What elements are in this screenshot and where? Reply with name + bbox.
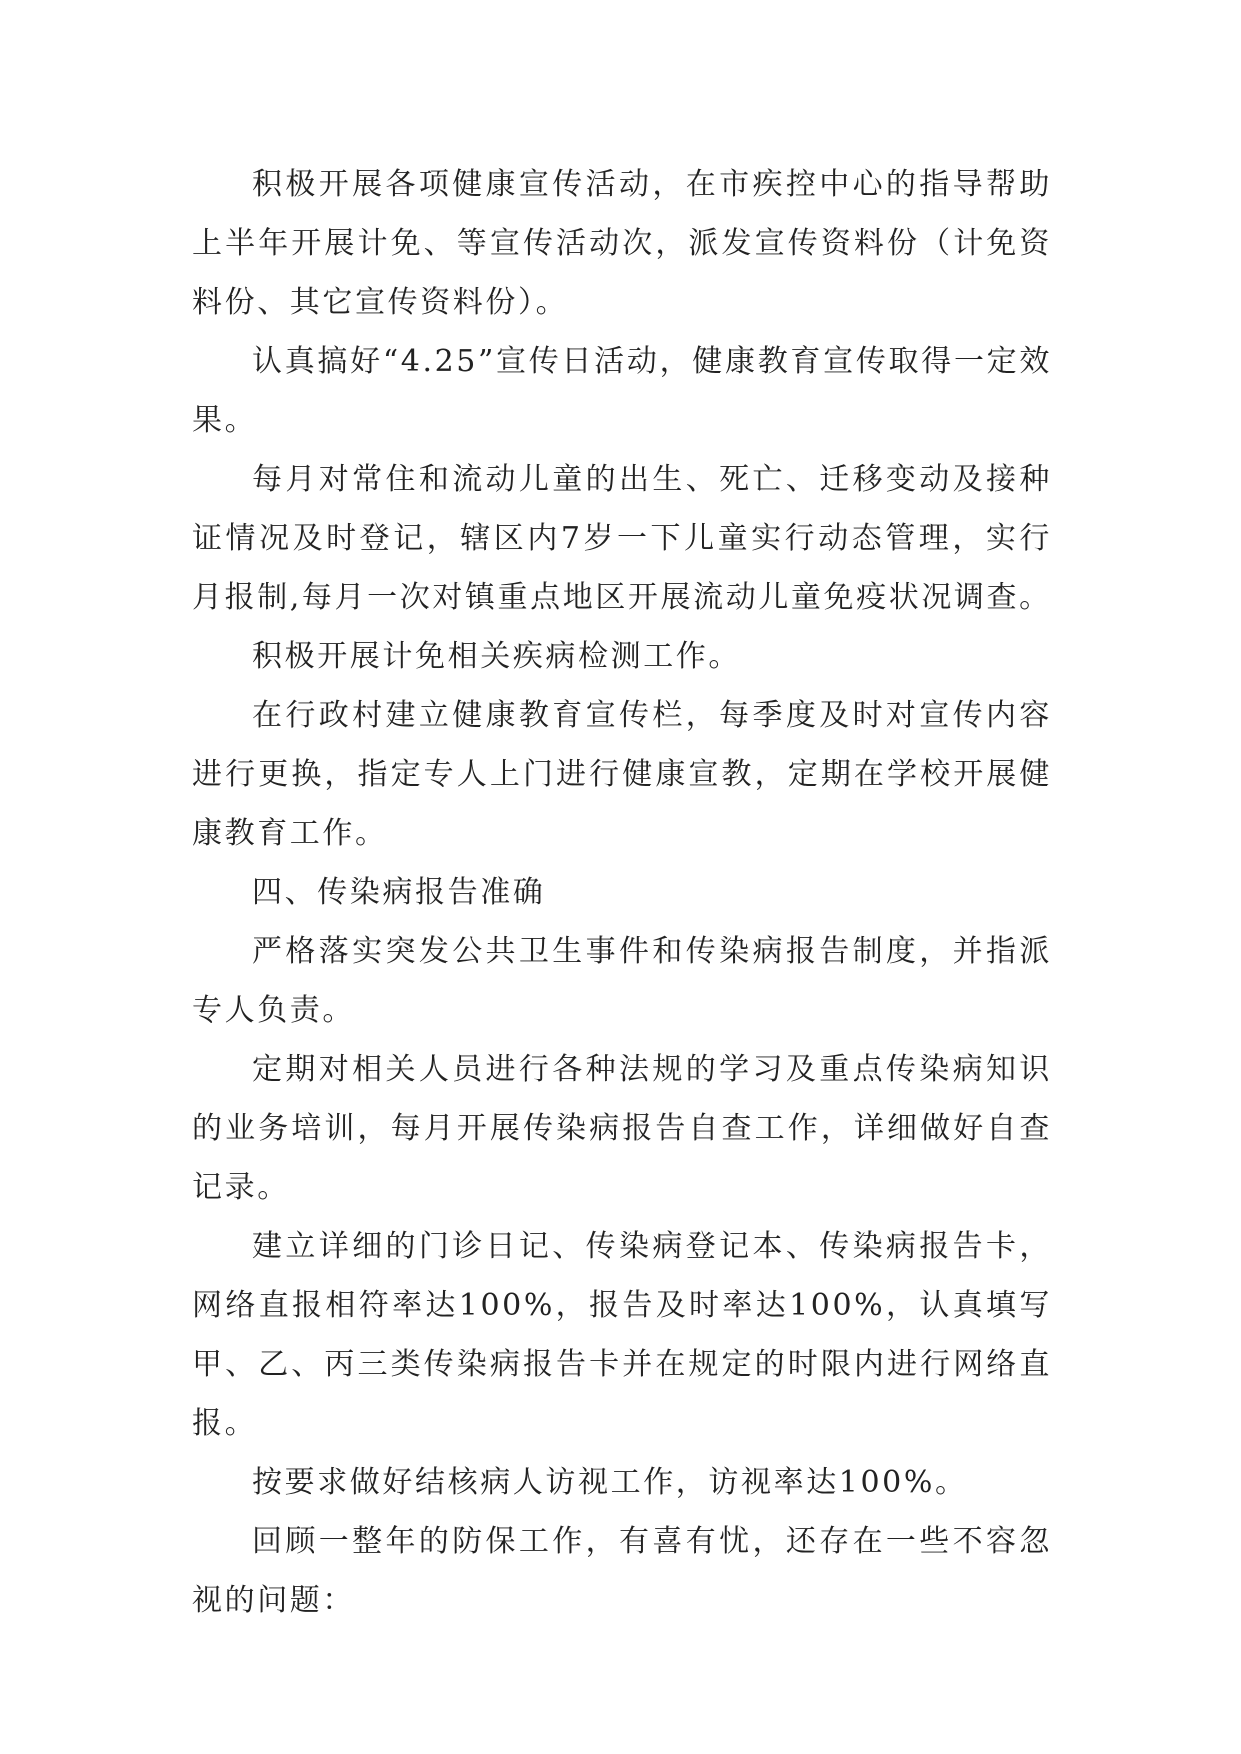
document-body	[192, 155, 1052, 1630]
paragraph-health-promotion: 积极开展各项健康宣传活动，在市疾控中心的指导帮助上半年开展计免、等宣传活动次，派发宣传资料份（计免资料份、其它宣传资料份）。	[192, 167, 1052, 320]
paragraph-education-board: 在行政村建立健康教育宣传栏，每季度及时对宣传内容进行更换，指定专人上门进行健康宣教，定期在学校开展健康教育工作。	[192, 698, 1052, 851]
paragraph-records: 建立详细的门诊日记、传染病登记本、传染病报告卡，网络直报相符率达100%，报告及时率达100%，认真填写甲、乙、丙三类传染病报告卡并在规定的时限内进行网络直报。	[192, 1229, 1052, 1441]
paragraph-tb-visits: 按要求做好结核病人访视工作，访视率达100%。	[252, 1465, 968, 1500]
paragraph-disease-monitoring: 积极开展计免相关疾病检测工作。	[252, 639, 741, 674]
paragraph-reporting-system: 严格落实突发公共卫生事件和传染病报告制度，并指派专人负责。	[192, 934, 1052, 1028]
paragraph-425-campaign: 认真搞好“4.25”宣传日活动，健康教育宣传取得一定效果。	[192, 344, 1052, 438]
paragraph-staff-training: 定期对相关人员进行各种法规的学习及重点传染病知识的业务培训，每月开展传染病报告自查工作，详细做好自查记录。	[192, 1052, 1052, 1205]
section-heading-infectious-disease: 四、传染病报告准确	[252, 875, 546, 910]
paragraph-child-registration: 每月对常住和流动儿童的出生、死亡、迁移变动及接种证情况及时登记，辖区内7岁一下儿童实行动态管理，实行月报制,每月一次对镇重点地区开展流动儿童免疫状况调查。	[192, 462, 1052, 615]
paragraph-review: 回顾一整年的防保工作，有喜有忧，还存在一些不容忽视的问题：	[192, 1524, 1052, 1618]
